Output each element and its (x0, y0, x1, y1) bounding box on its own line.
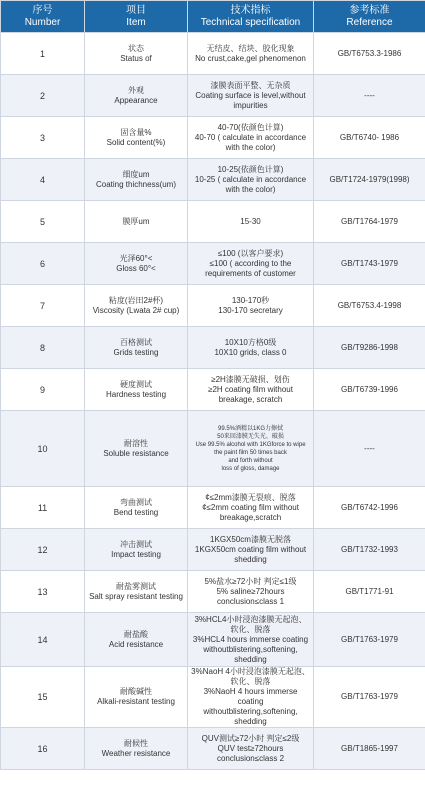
row-reference: GB/T6740- 1986 (314, 117, 425, 159)
spec-line: QUV测试≥72小时 判定≤2级 (201, 733, 300, 743)
spec-line: shedding (234, 717, 267, 726)
item-line: 硬度测试 (120, 379, 152, 389)
item-line: 耐盐雾测试 (116, 581, 156, 591)
spec-line: the paint film 50 times back (214, 449, 287, 456)
row-item (85, 285, 188, 327)
spec-line: ¢≤2mm coating film without (202, 502, 299, 512)
spec-line: 1KGX50cm漆膜无脱落 (210, 534, 291, 544)
table-row (1, 613, 425, 667)
row-item (85, 728, 188, 770)
spec-line: conclusion≤class 1 (216, 596, 285, 606)
table-row (1, 667, 425, 728)
spec-line: requirements of customer (205, 268, 296, 278)
item-line: Alkali-resistant testing (97, 697, 175, 706)
row-spec (188, 75, 314, 117)
table-row (1, 571, 425, 613)
row-spec (188, 613, 314, 667)
spec-line: Coating surface is level,without (195, 90, 306, 100)
item-line: 冲击测试 (120, 539, 152, 549)
item-line: Grids testing (113, 347, 159, 357)
row-item (85, 201, 188, 243)
spec-line: 130-170秒 (231, 295, 270, 305)
row-number: 16 (1, 728, 85, 770)
spec-line: shedding (234, 554, 267, 564)
row-spec (188, 369, 314, 411)
row-reference: GB/T1764-1979 (314, 201, 425, 243)
row-number: 4 (1, 159, 85, 201)
header-spec: 技术指标 Technical specification (188, 1, 314, 33)
row-item (85, 75, 188, 117)
item-line: 耐候性 (124, 738, 148, 748)
spec-line: 5% saline≥72hours (216, 586, 285, 596)
header-row (1, 1, 425, 33)
spec-line: 10X10 grids, class 0 (214, 347, 287, 357)
spec-line: 130-170 secretary (218, 305, 283, 315)
spec-line: 无结皮、结块、胶化现象 (206, 43, 295, 53)
row-item (85, 159, 188, 201)
header-number: 序号 Number (1, 1, 85, 33)
item-line: Acid resistance (108, 639, 164, 649)
spec-line: 1KGX50cm coating film without (194, 544, 307, 554)
row-spec (188, 487, 314, 529)
row-number: 2 (1, 75, 85, 117)
table-row (1, 487, 425, 529)
item-line: 粘度(岩田2#杯) (108, 295, 164, 305)
item-line: Hardness testing (105, 389, 167, 399)
row-spec (188, 159, 314, 201)
spec-line: and forth without (228, 457, 273, 464)
row-reference: GB/T1732-1993 (314, 529, 425, 571)
row-spec (188, 667, 314, 728)
spec-line: ≥2H coating film without (208, 384, 293, 394)
row-item (85, 487, 188, 529)
spec-line: 3%NaoH 4 hours immerse coating (203, 687, 298, 706)
spec-line: breakage, scratch (218, 394, 283, 404)
item-line: Viscosity (Lwata 2# cup) (92, 305, 180, 315)
spec-line: 10X10方格0级 (224, 337, 277, 347)
spec-line: 40-70 ( calculate in accordance (194, 132, 307, 142)
item-line: 光泽60°< (119, 253, 153, 263)
spec-line: 15-30 (240, 216, 261, 226)
item-line: 百格测试 (120, 337, 152, 347)
spec-line: QUV test≥72hours (217, 743, 284, 753)
row-number: 3 (1, 117, 85, 159)
item-line: 耐酸碱性 (120, 687, 152, 696)
row-reference: GB/T1724-1979(1998) (314, 159, 425, 201)
row-spec (188, 285, 314, 327)
row-item (85, 327, 188, 369)
spec-line: 软化、脱落 (230, 677, 271, 686)
spec-line: with the color) (225, 142, 276, 152)
table-row (1, 327, 425, 369)
row-number: 6 (1, 243, 85, 285)
row-item (85, 243, 188, 285)
spec-line: withoutblistering,softening, (203, 644, 298, 654)
row-item (85, 529, 188, 571)
row-reference: GB/T1763-1979 (314, 667, 425, 728)
spec-line: 软化、脱落 (230, 624, 271, 634)
row-number: 10 (1, 411, 85, 487)
item-line: Status of (120, 53, 152, 63)
row-spec (188, 411, 314, 487)
row-item (85, 613, 188, 667)
row-number: 7 (1, 285, 85, 327)
item-line: Solid content(%) (106, 137, 166, 147)
header-item: 项目 Item (85, 1, 188, 33)
item-line: 耐盐酸 (124, 629, 148, 639)
row-spec (188, 117, 314, 159)
item-line: 耐溶性 (124, 438, 148, 448)
item-line: Gloss 60°< (116, 263, 156, 273)
spec-line: 99.5%酒精以1KG力擦拭 (217, 425, 284, 432)
row-reference: GB/T1865-1997 (314, 728, 425, 770)
item-line: Salt spray resistant testing (89, 591, 183, 601)
row-item (85, 117, 188, 159)
row-number: 8 (1, 327, 85, 369)
table-row (1, 369, 425, 411)
table-row (1, 117, 425, 159)
spec-line: impurities (233, 100, 268, 110)
row-item (85, 33, 188, 75)
spec-line: breakage,scratch (219, 512, 282, 522)
row-reference: GB/T6753.3-1986 (314, 33, 425, 75)
row-number: 12 (1, 529, 85, 571)
spec-line: with the color) (225, 184, 276, 194)
spec-line: No crust,cake,gel phenomenon (195, 53, 306, 63)
item-line: Weather resistance (101, 748, 171, 758)
item-line: 弯曲测试 (120, 497, 152, 507)
item-line: Soluble resistance (103, 448, 169, 458)
row-spec (188, 33, 314, 75)
table-row (1, 75, 425, 117)
spec-line: 40-70(依颜色计算) (217, 122, 284, 132)
table-row (1, 529, 425, 571)
row-reference: GB/T1771-91 (314, 571, 425, 613)
row-number: 11 (1, 487, 85, 529)
row-number: 14 (1, 613, 85, 667)
table-row (1, 33, 425, 75)
item-line: Coating thichness(um) (95, 179, 177, 189)
table-row (1, 728, 425, 770)
row-item (85, 667, 188, 728)
row-number: 13 (1, 571, 85, 613)
row-reference: GB/T6739-1996 (314, 369, 425, 411)
spec-line: 50来回漆膜无失光、破损 (217, 433, 284, 440)
spec-line: 3%HCL4 hours immerse coating (192, 634, 309, 644)
row-spec (188, 327, 314, 369)
spec-line: shedding (234, 654, 267, 664)
row-reference: ---- (314, 411, 425, 487)
row-item (85, 571, 188, 613)
row-reference: GB/T6742-1996 (314, 487, 425, 529)
item-line: 细度um (122, 169, 150, 179)
row-number: 1 (1, 33, 85, 75)
spec-line: ¢≤2mm漆膜无裂痕、脱落 (205, 492, 296, 502)
spec-line: 5%盐水≥72小时 判定≤1级 (204, 576, 297, 586)
table-row (1, 285, 425, 327)
row-number: 9 (1, 369, 85, 411)
row-reference: ---- (314, 75, 425, 117)
item-line: 固含量% (120, 127, 152, 137)
table-row (1, 159, 425, 201)
spec-line: ≤100 ( according to the (209, 258, 292, 268)
row-spec (188, 529, 314, 571)
item-line: Bend testing (113, 507, 159, 517)
header-reference: 参考标准 Reference (314, 1, 425, 33)
row-item (85, 411, 188, 487)
row-spec (188, 728, 314, 770)
spec-line: loss of gloss, damage (221, 465, 280, 472)
table-row (1, 243, 425, 285)
spec-line: 3%NaoH 4小时浸泡漆膜无起泡、 (191, 667, 310, 676)
item-line: 状态 (128, 43, 144, 53)
spec-line: 10-25 ( calculate in accordance (194, 174, 307, 184)
row-reference: GB/T9286-1998 (314, 327, 425, 369)
spec-line: withoutblistering,softening, (203, 707, 298, 716)
item-line: Impact testing (111, 549, 161, 559)
row-reference: GB/T1743-1979 (314, 243, 425, 285)
spec-line: ≤100 (以客户要求) (217, 248, 284, 258)
row-number: 15 (1, 667, 85, 728)
row-spec (188, 571, 314, 613)
item-line: 膜厚um (122, 216, 150, 226)
row-reference: GB/T6753.4-1998 (314, 285, 425, 327)
spec-line: 3%HCL4小时浸泡漆膜无起泡、 (194, 614, 307, 624)
spec-line: ≥2H漆膜无破损、划伤 (211, 374, 290, 384)
row-spec (188, 201, 314, 243)
table-row (1, 201, 425, 243)
row-item (85, 369, 188, 411)
spec-line: Use 99.5% alcohol with 1KGforce to wipe (195, 441, 306, 448)
item-line: 外观 (128, 85, 144, 95)
spec-line: conclusion≤class 2 (216, 753, 285, 763)
spec-line: 10-25(依颜色计算) (217, 164, 284, 174)
item-line: Appearance (114, 95, 158, 105)
row-number: 5 (1, 201, 85, 243)
row-reference: GB/T1763-1979 (314, 613, 425, 667)
row-spec (188, 243, 314, 285)
spec-line: 漆膜表面平整、无杂质 (210, 80, 291, 90)
table-row (1, 411, 425, 487)
